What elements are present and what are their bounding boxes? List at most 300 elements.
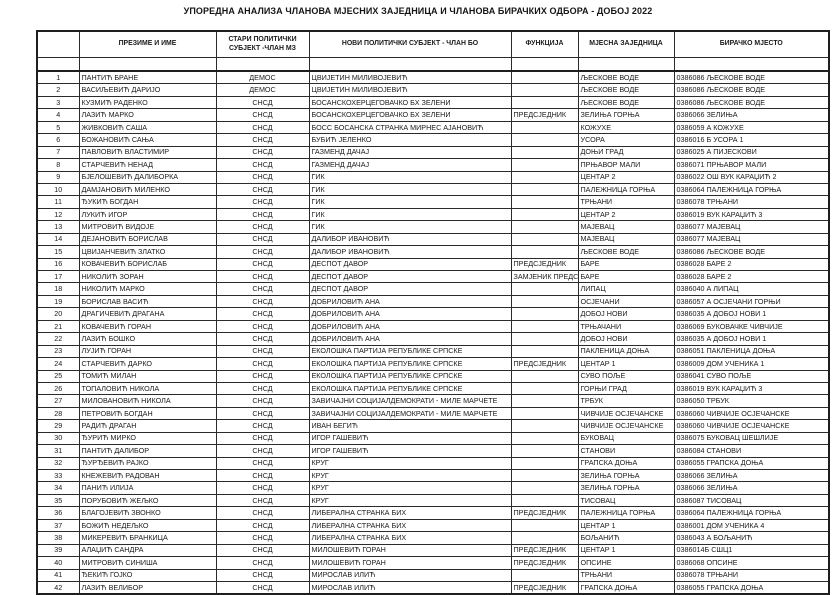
cell-new_party: ДЕСПОТ ДАВОР [309,283,511,295]
cell-name: БОЖИЋ НЕДЕЉКО [79,519,216,531]
cell-new_party: ЕКОЛОШКА ПАРТИЈА РЕПУБЛИКЕ СРПСКЕ [309,358,511,370]
cell-new_party: МИЛОШЕВИЋ ГОРАН [309,544,511,556]
cell-name: МИКЕРЕВИЋ БРАНКИЦА [79,532,216,544]
cell-name: МИТРОВИЋ СИНИША [79,557,216,569]
cell-mz: ГРАПСКА ДОЊА [578,457,674,469]
cell-function [511,333,578,345]
cell-bm: 0386064 ПАЛЕЖНИЦА ГОРЊА [674,507,829,519]
cell-function [511,308,578,320]
cell-old_party: СНСД [216,532,309,544]
cell-function [511,246,578,258]
table-row [37,395,829,407]
table-row [37,519,829,531]
empty-cell [309,58,511,72]
cell-function [511,482,578,494]
table-row [37,233,829,245]
cell-function [511,96,578,108]
cell-mz: ОСЈЕЧАНИ [578,295,674,307]
table-row [37,358,829,370]
cell-num: 11 [37,196,79,208]
cell-old_party: СНСД [216,146,309,158]
cell-function: ПРЕДСЈЕДНИК [511,581,578,594]
cell-name: ДРАГИЧЕВИЋ ДРАГАНА [79,308,216,320]
cell-old_party: СНСД [216,134,309,146]
cell-new_party: БОСАНСКОХЕРЦЕГОВАЧКО БХ ЗЕЛЕНИ [309,96,511,108]
cell-old_party: СНСД [216,258,309,270]
cell-old_party: СНСД [216,159,309,171]
cell-old_party: СНСД [216,183,309,195]
cell-bm: 0386019 ВУК КАРАЏИЋ 3 [674,208,829,220]
cell-num: 9 [37,171,79,183]
cell-mz: УСОРА [578,134,674,146]
cell-new_party: ГИК [309,171,511,183]
cell-mz: ЗЕЛИЊА ГОРЊА [578,482,674,494]
cell-bm: 0386035 А ДОБОЈ НОВИ 1 [674,308,829,320]
cell-name: БЈЕЛОШЕВИЋ ДАЛИБОРКА [79,171,216,183]
cell-name: ЂУКИЋ БОГДАН [79,196,216,208]
cell-name: ЂУРЂЕВИЋ РАЈКО [79,457,216,469]
cell-old_party: СНСД [216,519,309,531]
cell-old_party: СНСД [216,507,309,519]
table-row [37,283,829,295]
cell-mz: ТИСОВАЦ [578,494,674,506]
cell-new_party: МИРОСЛАВ ИЛИЋ [309,569,511,581]
cell-name: БОЖАНОВИЋ САЊА [79,134,216,146]
cell-name: ЛУЈИЋ ГОРАН [79,345,216,357]
cell-num: 42 [37,581,79,594]
cell-num: 27 [37,395,79,407]
table-row [37,308,829,320]
cell-old_party: СНСД [216,221,309,233]
cell-mz: МАЈЕВАЦ [578,233,674,245]
cell-num: 36 [37,507,79,519]
cell-old_party: СНСД [216,283,309,295]
table-row [37,470,829,482]
cell-function [511,84,578,96]
cell-bm: 0386057 А ОСЈЕЧАНИ ГОРЊИ [674,295,829,307]
cell-function [511,345,578,357]
cell-old_party: СНСД [216,407,309,419]
cell-num: 17 [37,271,79,283]
cell-function: ПРЕДСЈЕДНИК [511,557,578,569]
cell-mz: БАРЕ [578,271,674,283]
cell-function [511,532,578,544]
cell-old_party: СНСД [216,171,309,183]
cell-new_party: БОСАНСКОХЕРЦЕГОВАЧКО БХ ЗЕЛЕНИ [309,109,511,121]
cell-function [511,71,578,84]
cell-new_party: БУБИЋ ЈЕЛЕНКО [309,134,511,146]
cell-name: НИКОЛИЋ МАРКО [79,283,216,295]
cell-bm: 0386050 ТРБУК [674,395,829,407]
cell-function [511,295,578,307]
cell-mz: ЧИВЧИЈЕ ОСЈЕЧАНСКЕ [578,407,674,419]
cell-new_party: ЛИБЕРАЛНА СТРАНКА БИХ [309,532,511,544]
cell-old_party: СНСД [216,333,309,345]
table-row [37,420,829,432]
cell-function [511,519,578,531]
empty-cell [37,58,79,72]
cell-name: ЦВИЈАНЧЕВИЋ ЗЛАТКО [79,246,216,258]
table-row [37,382,829,394]
cell-new_party: ЛИБЕРАЛНА СТРАНКА БИХ [309,519,511,531]
header-function: ФУНКЦИЈА [511,31,578,58]
cell-old_party: СНСД [216,569,309,581]
empty-cell [79,58,216,72]
cell-function [511,370,578,382]
cell-bm: 0386043 А БОЉАНИЋ [674,532,829,544]
table-row [37,221,829,233]
cell-num: 22 [37,333,79,345]
cell-mz: ТРЊАЧАНИ [578,320,674,332]
cell-bm: 0386025 А ПИЈЕСКОВИ [674,146,829,158]
cell-mz: ПАКЛЕНИЦА ДОЊА [578,345,674,357]
cell-mz: ЦЕНТАР 1 [578,358,674,370]
cell-num: 35 [37,494,79,506]
cell-num: 14 [37,233,79,245]
cell-bm: 0386009 ДОМ УЧЕНИКА 1 [674,358,829,370]
cell-num: 41 [37,569,79,581]
cell-num: 15 [37,246,79,258]
cell-num: 3 [37,96,79,108]
cell-new_party: ДОБРИЛОВИЋ АНА [309,333,511,345]
cell-num: 39 [37,544,79,556]
header-old-party: СТАРИ ПОЛИТИЧКИ СУБЈЕКТ -ЧЛАН МЗ [216,31,309,58]
cell-old_party: СНСД [216,370,309,382]
cell-bm: 0386071 ПРЊАВОР МАЛИ [674,159,829,171]
cell-function [511,146,578,158]
cell-num: 32 [37,457,79,469]
page-title: УПОРЕДНА АНАЛИЗА ЧЛАНОВА МЈЕСНИХ ЗАЈЕДНИЦА И ЧЛАНОВА БИРАЧКИХ ОДБОРА - ДОБОЈ 2022 [183,6,653,16]
cell-name: КНЕЖЕВИЋ РАДОВАН [79,470,216,482]
cell-mz: ЦЕНТАР 2 [578,171,674,183]
table-row [37,457,829,469]
cell-num: 34 [37,482,79,494]
cell-num: 29 [37,420,79,432]
cell-mz: БОЉАНИЋ [578,532,674,544]
cell-mz: ЗЕЛИЊА ГОРЊА [578,109,674,121]
cell-mz: ЉЕСКОВЕ ВОДЕ [578,96,674,108]
cell-num: 30 [37,432,79,444]
cell-new_party: БОСС БОСАНСКА СТРАНКА МИРНЕС АЈАНОВИЋ [309,121,511,133]
cell-new_party: ЦВИЈЕТИН МИЛИВОЈЕВИЋ [309,71,511,84]
cell-new_party: ДОБРИЛОВИЋ АНА [309,295,511,307]
cell-num: 26 [37,382,79,394]
table-row [37,557,829,569]
cell-old_party: СНСД [216,196,309,208]
cell-name: КУЗМИЋ РАДЕНКО [79,96,216,108]
cell-bm: 0386060 ЧИВЧИЈЕ ОСЈЕЧАНСКЕ [674,407,829,419]
table-row [37,171,829,183]
cell-bm: 0386078 ТРЊАНИ [674,569,829,581]
cell-function [511,183,578,195]
cell-bm: 0386066 ЗЕЛИЊА [674,482,829,494]
cell-function: ПРЕДСЈЕДНИК [511,544,578,556]
cell-num: 20 [37,308,79,320]
table-row [37,71,829,84]
cell-old_party: СНСД [216,457,309,469]
cell-old_party: СНСД [216,395,309,407]
cell-bm: 0386068 ОПСИНЕ [674,557,829,569]
cell-new_party: ГАЗМЕНД ДАЧАЈ [309,159,511,171]
cell-new_party: ДЕСПОТ ДАВОР [309,258,511,270]
cell-num: 19 [37,295,79,307]
cell-name: СТАРЧЕВИЋ НЕНАД [79,159,216,171]
table-row [37,581,829,594]
cell-name: ЛУКИЋ ИГОР [79,208,216,220]
cell-function [511,283,578,295]
cell-bm: 0386019 ВУК КАРАЏИЋ 3 [674,382,829,394]
header-name: ПРЕЗИМЕ И ИМЕ [79,31,216,58]
cell-function [511,320,578,332]
cell-mz: ЛИПАЦ [578,283,674,295]
cell-old_party: СНСД [216,494,309,506]
cell-name: ЛАЗИЋ МАРКО [79,109,216,121]
cell-old_party: СНСД [216,320,309,332]
cell-old_party: СНСД [216,109,309,121]
cell-num: 40 [37,557,79,569]
cell-new_party: МИЛОШЕВИЋ ГОРАН [309,557,511,569]
cell-name: МИТРОВИЋ ВИДОЈЕ [79,221,216,233]
cell-mz: КОЖУХЕ [578,121,674,133]
cell-bm: 0386059 А КОЖУХЕ [674,121,829,133]
cell-new_party: МИРОСЛАВ ИЛИЋ [309,581,511,594]
cell-mz: ЉЕСКОВЕ ВОДЕ [578,84,674,96]
comparison-table [36,30,830,595]
cell-name: ТОПАЛОВИЋ НИКОЛА [79,382,216,394]
empty-cell [216,58,309,72]
cell-new_party: ИВАН БЕГИЋ [309,420,511,432]
cell-num: 38 [37,532,79,544]
table-row [37,109,829,121]
header-bm: БИРАЧКО МЈЕСТО [674,31,829,58]
cell-num: 5 [37,121,79,133]
cell-old_party: СНСД [216,482,309,494]
cell-mz: ПРЊАВОР МАЛИ [578,159,674,171]
cell-mz: ЧИВЧИЈЕ ОСЈЕЧАНСКЕ [578,420,674,432]
cell-old_party: СНСД [216,295,309,307]
cell-bm: 0386028 БАРЕ 2 [674,271,829,283]
cell-new_party: ЗАВИЧАЈНИ СОЦИЈАЛДЕМОКРАТИ - МИЛЕ МАРЧЕТЕ [309,395,511,407]
cell-name: ВАСИЉЕВИЋ ДАРИЈО [79,84,216,96]
cell-name: РАДИЋ ДРАГАН [79,420,216,432]
cell-new_party: ГИК [309,208,511,220]
cell-name: ДАМЈАНОВИЋ МИЛЕНКО [79,183,216,195]
table-row [37,507,829,519]
table-row [37,134,829,146]
cell-mz: ГОРЊИ ГРАД [578,382,674,394]
cell-num: 1 [37,71,79,84]
cell-num: 28 [37,407,79,419]
cell-num: 25 [37,370,79,382]
cell-name: НИКОЛИЋ ЗОРАН [79,271,216,283]
cell-bm: 0386022 ОШ ВУК КАРАЏИЋ 2 [674,171,829,183]
cell-num: 10 [37,183,79,195]
cell-new_party: КРУГ [309,482,511,494]
empty-row [37,58,829,72]
cell-bm: 0386040 А ЛИПАЦ [674,283,829,295]
cell-mz: ДОБОЈ НОВИ [578,308,674,320]
cell-bm: 0386064 ПАЛЕЖНИЦА ГОРЊА [674,183,829,195]
cell-function: ПРЕДСЈЕДНИК [511,507,578,519]
cell-name: ПАНТИЋ ДАЛИБОР [79,445,216,457]
cell-num: 12 [37,208,79,220]
cell-mz: ЦЕНТАР 1 [578,519,674,531]
cell-new_party: КРУГ [309,494,511,506]
cell-mz: ЦЕНТАР 1 [578,544,674,556]
cell-mz: ГРАПСКА ДОЊА [578,581,674,594]
cell-mz: ЗЕЛИЊА ГОРЊА [578,470,674,482]
cell-bm: 0386075 БУКОВАЦ ШЕШЛИЈЕ [674,432,829,444]
cell-old_party: СНСД [216,246,309,258]
cell-old_party: СНСД [216,420,309,432]
cell-new_party: ГИК [309,196,511,208]
table-row [37,494,829,506]
cell-function [511,121,578,133]
cell-new_party: ИГОР ГАШЕВИЋ [309,432,511,444]
cell-function [511,569,578,581]
cell-bm: 0386069 БУКОВАЧКЕ ЧИВЧИЈЕ [674,320,829,332]
table-row [37,196,829,208]
header-new-party: НОВИ ПОЛИТИЧКИ СУБЈЕКТ - ЧЛАН БО [309,31,511,58]
table-row [37,84,829,96]
cell-num: 2 [37,84,79,96]
table-row [37,532,829,544]
table-row [37,407,829,419]
table-row [37,482,829,494]
cell-bm: 0386087 ТИСОВАЦ [674,494,829,506]
cell-bm: 0386077 МАЈЕВАЦ [674,233,829,245]
table-row [37,183,829,195]
cell-new_party: ДОБРИЛОВИЋ АНА [309,320,511,332]
table-row [37,271,829,283]
cell-function [511,432,578,444]
cell-new_party: ЗАВИЧАЈНИ СОЦИЈАЛДЕМОКРАТИ - МИЛЕ МАРЧЕТЕ [309,407,511,419]
cell-name: КОВАЧЕВИЋ ГОРАН [79,320,216,332]
table-row [37,121,829,133]
cell-mz: ЦЕНТАР 2 [578,208,674,220]
header-num [37,31,79,58]
cell-new_party: КРУГ [309,457,511,469]
cell-old_party: СНСД [216,233,309,245]
cell-name: БОРИСЛАВ ВАСИЋ [79,295,216,307]
cell-num: 7 [37,146,79,158]
cell-name: ЂЕКИЋ ГОЈКО [79,569,216,581]
cell-name: СТАРЧЕВИЋ ДАРКО [79,358,216,370]
cell-mz: ПАЛЕЖНИЦА ГОРЊА [578,183,674,195]
cell-mz: БАРЕ [578,258,674,270]
cell-bm: 0386086 ЉЕСКОВЕ ВОДЕ [674,246,829,258]
table-row [37,544,829,556]
cell-bm: 0386078 ТРЊАНИ [674,196,829,208]
cell-old_party: СНСД [216,432,309,444]
cell-new_party: ЕКОЛОШКА ПАРТИЈА РЕПУБЛИКЕ СРПСКЕ [309,370,511,382]
header-row [37,31,829,58]
cell-num: 6 [37,134,79,146]
cell-old_party: СНСД [216,121,309,133]
cell-bm: 0386014Б СШЦ1 [674,544,829,556]
cell-mz: ЉЕСКОВЕ ВОДЕ [578,246,674,258]
cell-num: 18 [37,283,79,295]
table-row [37,432,829,444]
cell-mz: ПАЛЕЖНИЦА ГОРЊА [578,507,674,519]
table-row [37,320,829,332]
cell-bm: 0386051 ПАКЛЕНИЦА ДОЊА [674,345,829,357]
cell-bm: 0386084 СТАНОВИ [674,445,829,457]
cell-bm: 0386066 ЗЕЛИЊА [674,109,829,121]
cell-name: ТОМИЋ МИЛАН [79,370,216,382]
cell-function [511,233,578,245]
cell-num: 4 [37,109,79,121]
table-row [37,569,829,581]
cell-num: 33 [37,470,79,482]
cell-old_party: СНСД [216,557,309,569]
table-row [37,146,829,158]
cell-num: 13 [37,221,79,233]
cell-num: 24 [37,358,79,370]
cell-mz: ТРБУК [578,395,674,407]
cell-name: ПЕТРОВИЋ БОГДАН [79,407,216,419]
cell-mz: ДОЊИ ГРАД [578,146,674,158]
cell-function [511,420,578,432]
table-row [37,258,829,270]
cell-name: ПАНИЋ ИЛИЈА [79,482,216,494]
cell-name: БЛАГОЈЕВИЋ ЗВОНКО [79,507,216,519]
cell-mz: ТРЊАНИ [578,569,674,581]
cell-function [511,457,578,469]
cell-num: 21 [37,320,79,332]
cell-function [511,407,578,419]
cell-function [511,171,578,183]
cell-function: ПРЕДСЈЕДНИК [511,109,578,121]
cell-mz: ЉЕСКОВЕ ВОДЕ [578,71,674,84]
cell-name: ЛАЗИЋ ВЕЛИБОР [79,581,216,594]
cell-old_party: СНСД [216,382,309,394]
cell-num: 37 [37,519,79,531]
cell-function [511,221,578,233]
cell-name: ПОРУБОВИЋ ЖЕЉКО [79,494,216,506]
empty-cell [578,58,674,72]
cell-bm: 0386060 ЧИВЧИЈЕ ОСЈЕЧАНСКЕ [674,420,829,432]
cell-old_party: СНСД [216,208,309,220]
cell-old_party: СНСД [216,345,309,357]
cell-name: МИЛОВАНОВИЋ НИКОЛА [79,395,216,407]
header-mz: МЈЕСНА ЗАЈЕДНИЦА [578,31,674,58]
cell-function: ЗАМЈЕНИК ПРЕДС [511,271,578,283]
cell-bm: 0386001 ДОМ УЧЕНИКА 4 [674,519,829,531]
cell-old_party: ДЕМОС [216,84,309,96]
cell-mz: БУКОВАЦ [578,432,674,444]
table-row [37,159,829,171]
table-header [37,31,829,58]
cell-bm: 0386055 ГРАПСКА ДОЊА [674,581,829,594]
table-row [37,370,829,382]
cell-new_party: ГИК [309,221,511,233]
table-row [37,295,829,307]
table-row [37,445,829,457]
table-row [37,208,829,220]
cell-name: ЂУРИЋ МИРКО [79,432,216,444]
cell-num: 16 [37,258,79,270]
cell-old_party: ДЕМОС [216,71,309,84]
cell-bm: 0386066 ЗЕЛИЊА [674,470,829,482]
cell-mz: СУВО ПОЉЕ [578,370,674,382]
cell-mz: ДОБОЈ НОВИ [578,333,674,345]
empty-cell [511,58,578,72]
cell-num: 31 [37,445,79,457]
cell-bm: 0386077 МАЈЕВАЦ [674,221,829,233]
table-row [37,345,829,357]
table-row [37,96,829,108]
